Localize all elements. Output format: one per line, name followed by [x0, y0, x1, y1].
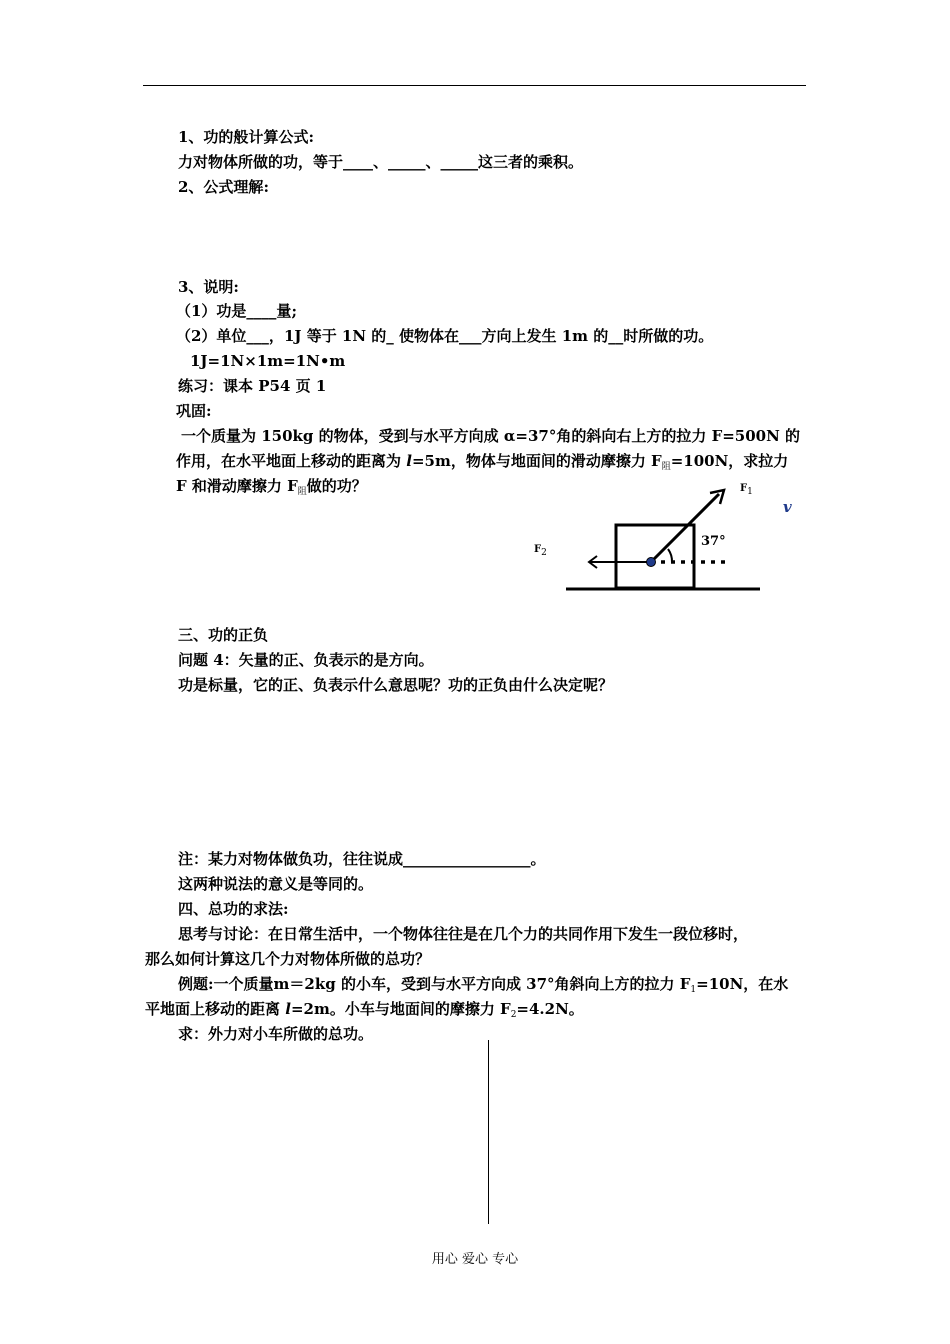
practice-line: 练习：课本 P54 页 1: [178, 377, 327, 395]
discussion-line-1: 思考与讨论：在日常生活中，一个物体往往是在几个力的共同作用下发生一段位移时，: [178, 925, 749, 943]
negative-work-note: 注：某力对物体做负功，往往说成_________________。: [178, 850, 546, 868]
heading-understanding: 2、公式理解:: [178, 178, 269, 196]
explain-item-1: （1）功是____量;: [176, 302, 297, 320]
problem-line-2: 作用，在水平地面上移动的距离为 l=5m，物体与地面间的滑动摩擦力 $F_阻=100N$，求拉力: [176, 452, 789, 472]
scalar-question: 功是标量，它的正、负表示什么意思呢？功的正负由什么决定呢？: [178, 676, 614, 694]
equivalence-note: 这两种说法的意义是等同的。: [178, 875, 374, 893]
angle-arc: [668, 549, 672, 562]
find-total-work: 求：外力对小车所做的总功。: [178, 1025, 374, 1043]
explain-item-2: （2）单位___，1J 等于 1N 的_ 使物体在___方向上发生 1m 的__时所做的功。: [176, 327, 714, 345]
problem-line-3: F 和滑动摩擦力 $F_阻$做的功？: [176, 477, 367, 497]
header-rule: [143, 85, 806, 86]
discussion-line-2: 那么如何计算这几个力对物体所做的总功？: [145, 950, 431, 968]
example-line-2: 平地面上移动的距离 l=2m。小车与地面间的摩擦力 $F_2=4.2N$。: [145, 1000, 584, 1020]
f1-label: F1: [740, 483, 753, 497]
force-diagram: [560, 480, 780, 595]
angle-label: 37°: [701, 534, 726, 549]
center-dot: [647, 558, 656, 567]
example-line-1: 例题:一个质量m＝2kg 的小车，受到与水平方向成 37°角斜向上方的拉力 $F_1=10N$，在水: [178, 975, 789, 995]
problem-line-1: 一个质量为 150kg 的物体，受到与水平方向成 α=37°角的斜向右上方的拉力 F=500N 的: [181, 427, 801, 445]
formula-fill-line: 力对物体所做的功，等于____、_____、_____这三者的乘积。: [178, 153, 584, 171]
answer-divider: [488, 1040, 489, 1224]
heading-formula: 1、功的般计算公式:: [178, 128, 314, 146]
footer-slogan: 用心 爱心 专心: [431, 1252, 519, 1267]
consolidate-heading: 巩固:: [176, 402, 212, 420]
f2-label: F2: [534, 544, 547, 558]
section-three-heading: 三、功的正负: [178, 626, 269, 644]
unit-equation: 1J=1N×1m=1N•m: [190, 352, 346, 370]
f1-arrow: [651, 494, 719, 562]
velocity-label: v: [783, 498, 792, 516]
heading-explain: 3、说明:: [178, 278, 239, 296]
section-four-heading: 四、总功的求法:: [178, 900, 289, 918]
question-4: 问题 4：矢量的正、负表示的是方向。: [178, 651, 434, 669]
